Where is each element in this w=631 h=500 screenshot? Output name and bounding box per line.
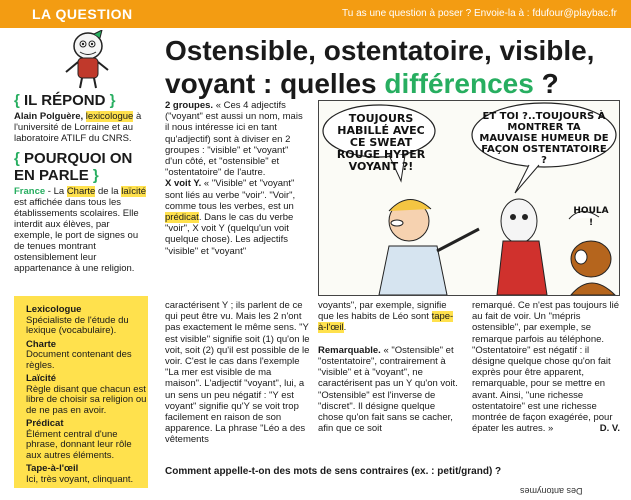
expert-affiliation: à l'université de Lorraine et au laboratoire ATILF du CNRS. [14, 111, 142, 144]
glossary-definition: Ici, très voyant, clinquant. [26, 473, 134, 485]
expert-role: lexicologue [85, 111, 134, 122]
context-country: France [14, 186, 46, 197]
glossary-term: Laïcité [26, 373, 57, 384]
lead-2-groupes: 2 groupes. [165, 100, 214, 111]
glossary-term: Prédicat [26, 418, 64, 429]
body-column-4: remarqué. Ce n'est pas toujours lié au fait de voir. Un "mépris ostensible", par exemple, se remarque parfois au téléphone. "Ostentatoire" est négatif : il désigne quelque chose qu'on fait exprès pour être apparent, remarquable, pour se mettre en avant. Ainsi, "une richesse ostentatoire" est une richesse montrée de façon exagérée, pour épater les autres. » D. V. [472, 300, 620, 435]
context-paragraph: France - La Charte de la laïcité est affichée dans tous les établissements scolaires. Elle interdit aux élèves, par exemple, le port de signes ou de tenues montrant ostensiblement leur appartenance à une religion. [14, 186, 147, 274]
speech-bubble-2: ET TOI ?..TOUJOURS À MONTRER TA MAUVAISE HUMEUR DE FAÇON OSTENTATOIRE ? [479, 111, 609, 166]
context-laicite: laïcité [121, 186, 147, 197]
top-banner [0, 0, 631, 28]
lead-x-voit-y: X voit Y. [165, 178, 202, 190]
body-column-2: caractérisent Y ; ils parlent de ce qui peut être vu. Mais les 2 n'ont pas exactement le même sens. "Y est visible" signifie soit (1) qu'on le voit, soit (2) qu'il est possible de le voir. C'est le cas dans l'exemple "La mer est visible de ma maison". L'adjectif "voyant", lui, a un sens un peu négatif : "Y est voyant" signifie qu'Y se voit trop facilement en raison de son apparence. La phrase "Léo a des vêtements [165, 300, 310, 446]
mascot-illustration [52, 30, 124, 90]
headline-part1: Ostensible, ostentatoire, visible, [165, 35, 595, 66]
predicat-highlight: prédicat [165, 212, 199, 224]
context-charter: Charte [66, 186, 96, 197]
glossary-box [14, 296, 148, 488]
footer-answer-upside-down: Des antonymes [520, 486, 583, 496]
glossary-term: Tape-à-l'œil [26, 463, 79, 474]
comic-strip [318, 100, 620, 296]
headline-part2: voyant : quelles [165, 68, 385, 99]
body-column-1: 2 groupes. « Ces 4 adjectifs ("voyant" est aussi un nom, mais il nous intéresse ici en tant qu'adjectif) sont à diviser en 2 groupes : "visible" et "voyant" d'un côté, et "ostensible" et "ostentatoire" de l'autre. X voit Y. « "Visible" et "voyant" sont liés au verbe "voir". "Voir", comme tous les verbes, est un prédicat. Dans le cas du verbe "voir", X voit Y (quelqu'un voit quelque chose). Les adjectifs "visible" et "voyant" [165, 100, 303, 257]
glossary-term: Charte [26, 338, 57, 350]
footer-question: Comment appelle-t-on des mots de sens contraires (ex. : petit/grand) ? [165, 466, 502, 477]
glossary-term: Lexicologue [26, 304, 82, 315]
headline-highlight: différences [384, 68, 534, 99]
author-signature: D. V. [599, 423, 620, 435]
glossary-definition: Document contenant des règles. [26, 349, 132, 371]
speech-bubble-3: HOULA ! [573, 206, 609, 228]
tape-a-loeil-highlight: tape-à-l'œil [318, 311, 454, 334]
glossary-definition: Élément central d'une phrase, donnant leur rôle aux autres éléments. [26, 428, 132, 461]
headline-part3: ? [533, 68, 559, 99]
glossary-definition: Spécialiste de l'étude du lexique (vocabulaire). [26, 314, 129, 336]
lead-remarquable: Remarquable. [318, 344, 381, 356]
article-headline [165, 34, 620, 100]
left-sidebar [14, 92, 149, 280]
glossary-definition: Règle disant que chacun est libre de choisir sa religion ou de ne pas en avoir. [26, 383, 147, 416]
body-column-3: voyants", par exemple, signifie que les habits de Léo sont tape-à-l'œil. Remarquable. « "Ostensible" et "ostentatoire", contrairement à "visible" et à "voyant", ne caractérisent pas un Y qu'on voit. "Ostensible" est l'inverse de "discret". Il désigne quelque chose qu'on fait sans se cacher, afin que ce soit [318, 300, 458, 435]
section-il-repond: { IL RÉPOND } [14, 92, 116, 109]
expert-name: Alain Polguère, [14, 111, 84, 122]
section-pourquoi: { POURQUOI ON EN PARLE } [14, 150, 133, 184]
contact-line: Tu as une question à poser ? Envoie-la à : fdufour@playbac.fr [342, 8, 617, 19]
rubric-title: LA QUESTION [32, 6, 133, 22]
expert-bio [14, 111, 149, 144]
speech-bubble-1: TOUJOURS HABILLÉ AVEC CE SWEAT ROUGE HYPER VOYANT ?! [336, 112, 426, 173]
